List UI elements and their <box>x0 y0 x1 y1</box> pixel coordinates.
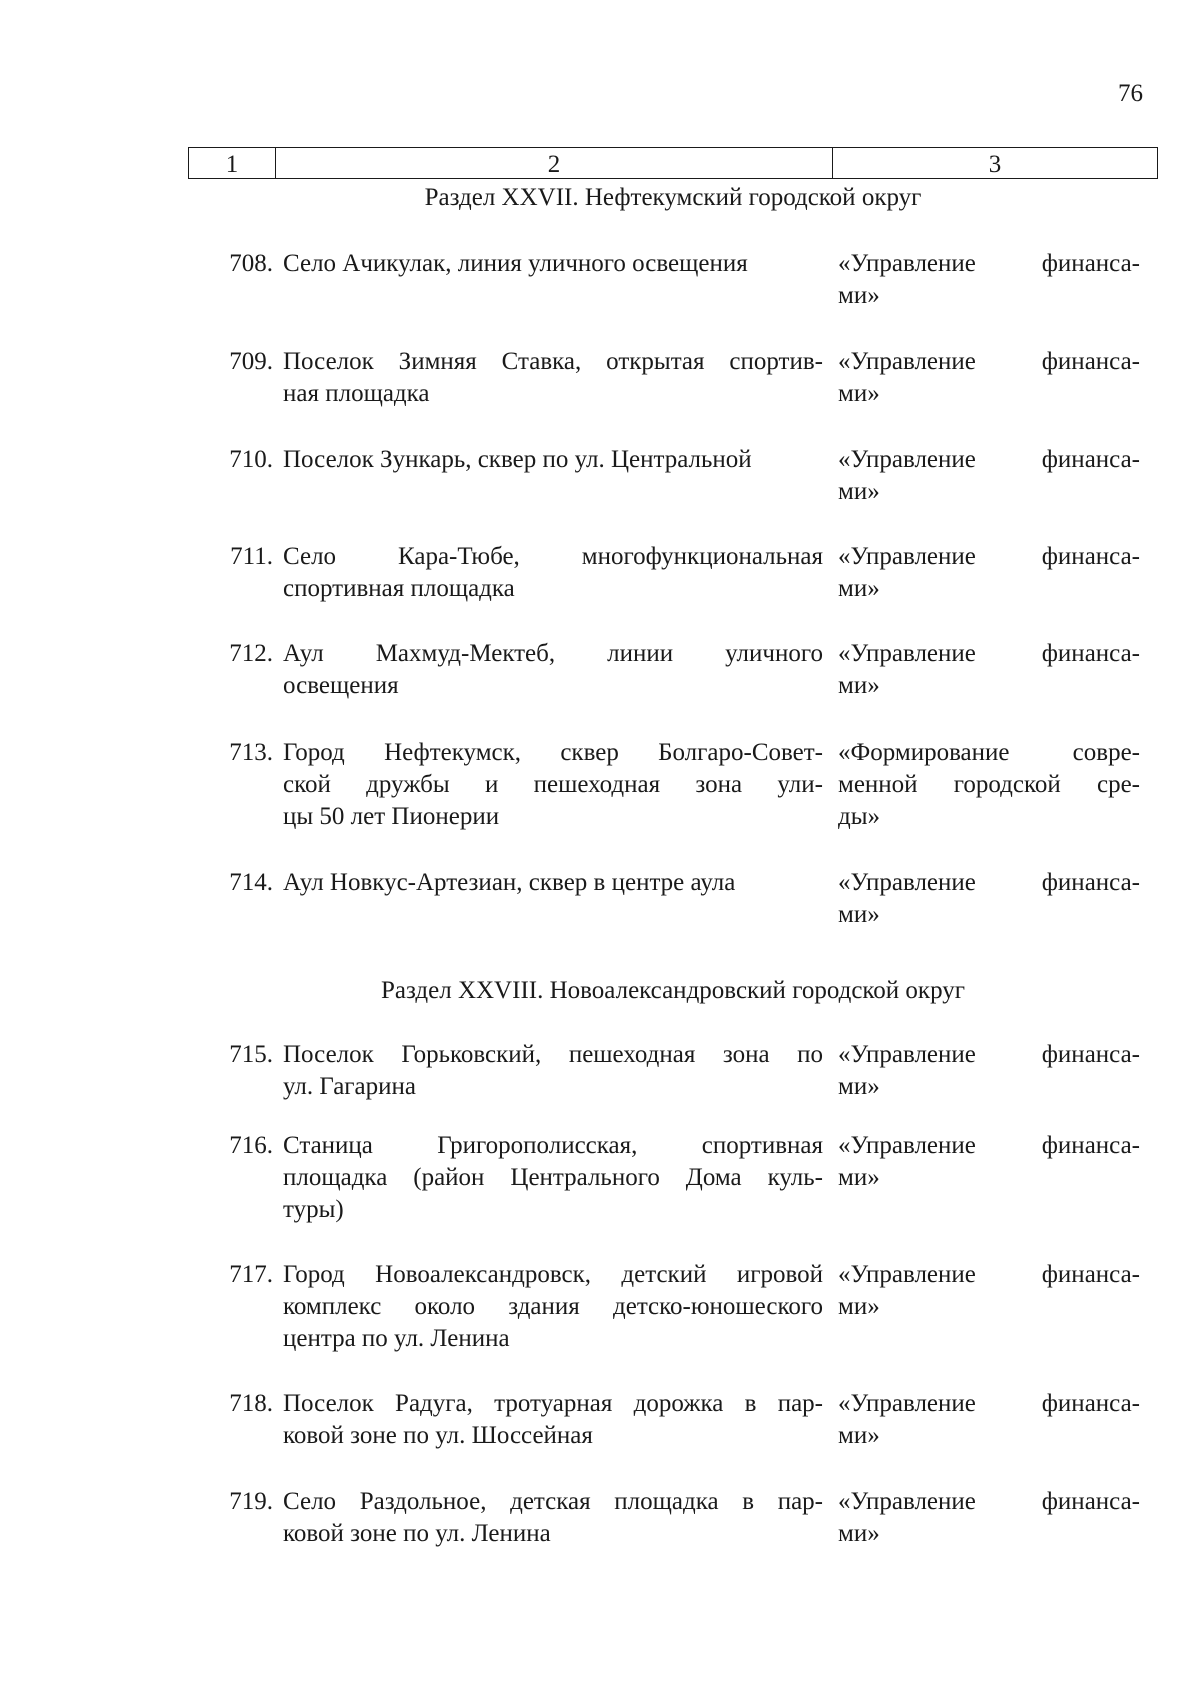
program-word: финанса- <box>1041 348 1140 375</box>
item-name <box>283 1486 823 1550</box>
program-word: «Управление <box>838 1041 976 1068</box>
item-name-line: Аул Махмуд-Мектеб, линии уличного <box>283 640 823 667</box>
program-line <box>838 1486 1140 1518</box>
program-word: финанса- <box>1041 250 1140 277</box>
program-word: финанса- <box>1041 543 1140 570</box>
program-cell <box>838 248 1140 312</box>
program-line: ды» <box>838 803 881 830</box>
program-line: ми» <box>838 380 880 407</box>
column-header-3: 3 <box>988 150 1002 178</box>
program-word: «Управление <box>838 1488 976 1515</box>
program-cell <box>838 638 1140 702</box>
program-line: ми» <box>838 1293 880 1320</box>
item-number: 712. <box>229 640 273 667</box>
item-name-line: освещения <box>283 672 399 699</box>
item-number: 717. <box>229 1261 273 1288</box>
item-name <box>283 248 823 280</box>
item-name-line: Город Нефтекумск, сквер Болгаро-Совет- <box>283 739 823 766</box>
item-number: 709. <box>229 348 273 375</box>
item-name <box>283 1130 823 1226</box>
item-name-line: ской дружбы и пешеходная зона ули- <box>283 771 823 798</box>
item-number: 716. <box>229 1132 273 1159</box>
program-word: «Управление <box>838 348 976 375</box>
program-cell <box>838 1039 1140 1103</box>
program-line: ми» <box>838 672 880 699</box>
program-word: «Управление <box>838 1261 976 1288</box>
item-name-line: Село Раздольное, детская площадка в пар- <box>283 1488 823 1515</box>
item-number: 718. <box>229 1390 273 1417</box>
program-line <box>838 638 1140 670</box>
program-cell <box>838 444 1140 508</box>
item-name-line: площадка (район Центрального Дома куль- <box>283 1164 823 1191</box>
program-line: ми» <box>838 1422 880 1449</box>
item-name <box>283 1039 823 1103</box>
program-word: «Управление <box>838 640 976 667</box>
item-name-line: ковой зоне по ул. Ленина <box>283 1520 551 1547</box>
item-name <box>283 737 823 833</box>
program-line <box>838 541 1140 573</box>
program-cell <box>838 1486 1140 1550</box>
program-line: ми» <box>838 1520 880 1547</box>
program-line: менной городской сре- <box>838 771 1140 798</box>
item-name <box>283 346 823 410</box>
program-word: «Управление <box>838 869 976 896</box>
program-line <box>838 1388 1140 1420</box>
program-line <box>838 867 1140 899</box>
page-number: 76 <box>1118 80 1143 107</box>
program-word: финанса- <box>1041 1041 1140 1068</box>
program-line: ми» <box>838 1073 880 1100</box>
program-line: ми» <box>838 1164 880 1191</box>
item-name-line: ул. Гагарина <box>283 1073 417 1100</box>
item-number: 715. <box>229 1041 273 1068</box>
item-name <box>283 867 823 899</box>
item-name-line: Аул Новкус-Артезиан, сквер в центре аула <box>283 869 736 896</box>
program-word: «Управление <box>838 1132 976 1159</box>
section-title: Раздел XXVIII. Новоалександровский городской округ <box>380 977 965 1004</box>
item-name-line: Станица Григорополисская, спортивная <box>283 1132 823 1159</box>
section-title: Раздел XXVII. Нефтекумский городской округ <box>424 184 922 211</box>
program-word: финанса- <box>1041 640 1140 667</box>
item-name <box>283 1259 823 1355</box>
column-header-2: 2 <box>276 148 833 178</box>
item-number: 708. <box>229 250 273 277</box>
program-line <box>838 248 1140 280</box>
program-line: ми» <box>838 478 880 505</box>
program-cell <box>838 346 1140 410</box>
item-number: 719. <box>229 1488 273 1515</box>
item-name-line: ная площадка <box>283 380 430 407</box>
program-word: финанса- <box>1041 1390 1140 1417</box>
item-name-line: Поселок Зункарь, сквер по ул. Центральной <box>283 446 752 473</box>
program-word: «Управление <box>838 543 976 570</box>
item-name <box>283 444 823 476</box>
program-word: «Управление <box>838 250 976 277</box>
program-line: ми» <box>838 901 880 928</box>
program-cell <box>838 1388 1140 1452</box>
item-name-line: спортивная площадка <box>283 575 515 602</box>
item-name-line: Село Ачикулак, линия уличного освещения <box>283 250 748 277</box>
item-name-line: туры) <box>283 1196 344 1223</box>
program-cell <box>838 1130 1140 1194</box>
item-name-line: комплекс около здания детско-юношеского <box>283 1293 823 1320</box>
column-header-1: 1 <box>189 148 276 178</box>
program-line <box>838 444 1140 476</box>
item-number: 713. <box>229 739 273 766</box>
item-number: 710. <box>229 446 273 473</box>
program-cell <box>838 867 1140 931</box>
program-line <box>838 346 1140 378</box>
column-header-row <box>188 147 1158 179</box>
item-name <box>283 541 823 605</box>
program-word: финанса- <box>1041 1261 1140 1288</box>
item-name-line: Поселок Радуга, тротуарная дорожка в пар- <box>283 1390 823 1417</box>
item-name-line: центра по ул. Ленина <box>283 1325 510 1352</box>
program-word: «Управление <box>838 446 976 473</box>
program-line: «Формирование совре- <box>838 739 1140 766</box>
program-word: финанса- <box>1041 1132 1140 1159</box>
item-number: 714. <box>229 869 273 896</box>
program-line <box>838 1259 1140 1291</box>
item-name-line: Поселок Горьковский, пешеходная зона по <box>283 1041 823 1068</box>
program-word: финанса- <box>1041 869 1140 896</box>
program-cell <box>838 541 1140 605</box>
item-name <box>283 1388 823 1452</box>
program-word: финанса- <box>1041 446 1140 473</box>
program-cell <box>838 1259 1140 1323</box>
program-word: «Управление <box>838 1390 976 1417</box>
item-name-line: Поселок Зимняя Ставка, открытая спортив- <box>283 348 823 375</box>
item-name-line: Город Новоалександровск, детский игровой <box>283 1261 823 1288</box>
item-number: 711. <box>230 543 273 570</box>
item-name-line: Село Кара-Тюбе, многофункциональная <box>283 543 823 570</box>
program-line <box>838 1130 1140 1162</box>
program-line <box>838 1039 1140 1071</box>
program-line: ми» <box>838 575 880 602</box>
program-cell <box>838 737 1140 833</box>
program-word: финанса- <box>1041 1488 1140 1515</box>
program-line: ми» <box>838 282 880 309</box>
item-name <box>283 638 823 702</box>
item-name-line: ковой зоне по ул. Шоссейная <box>283 1422 593 1449</box>
item-name-line: цы 50 лет Пионерии <box>283 803 500 830</box>
